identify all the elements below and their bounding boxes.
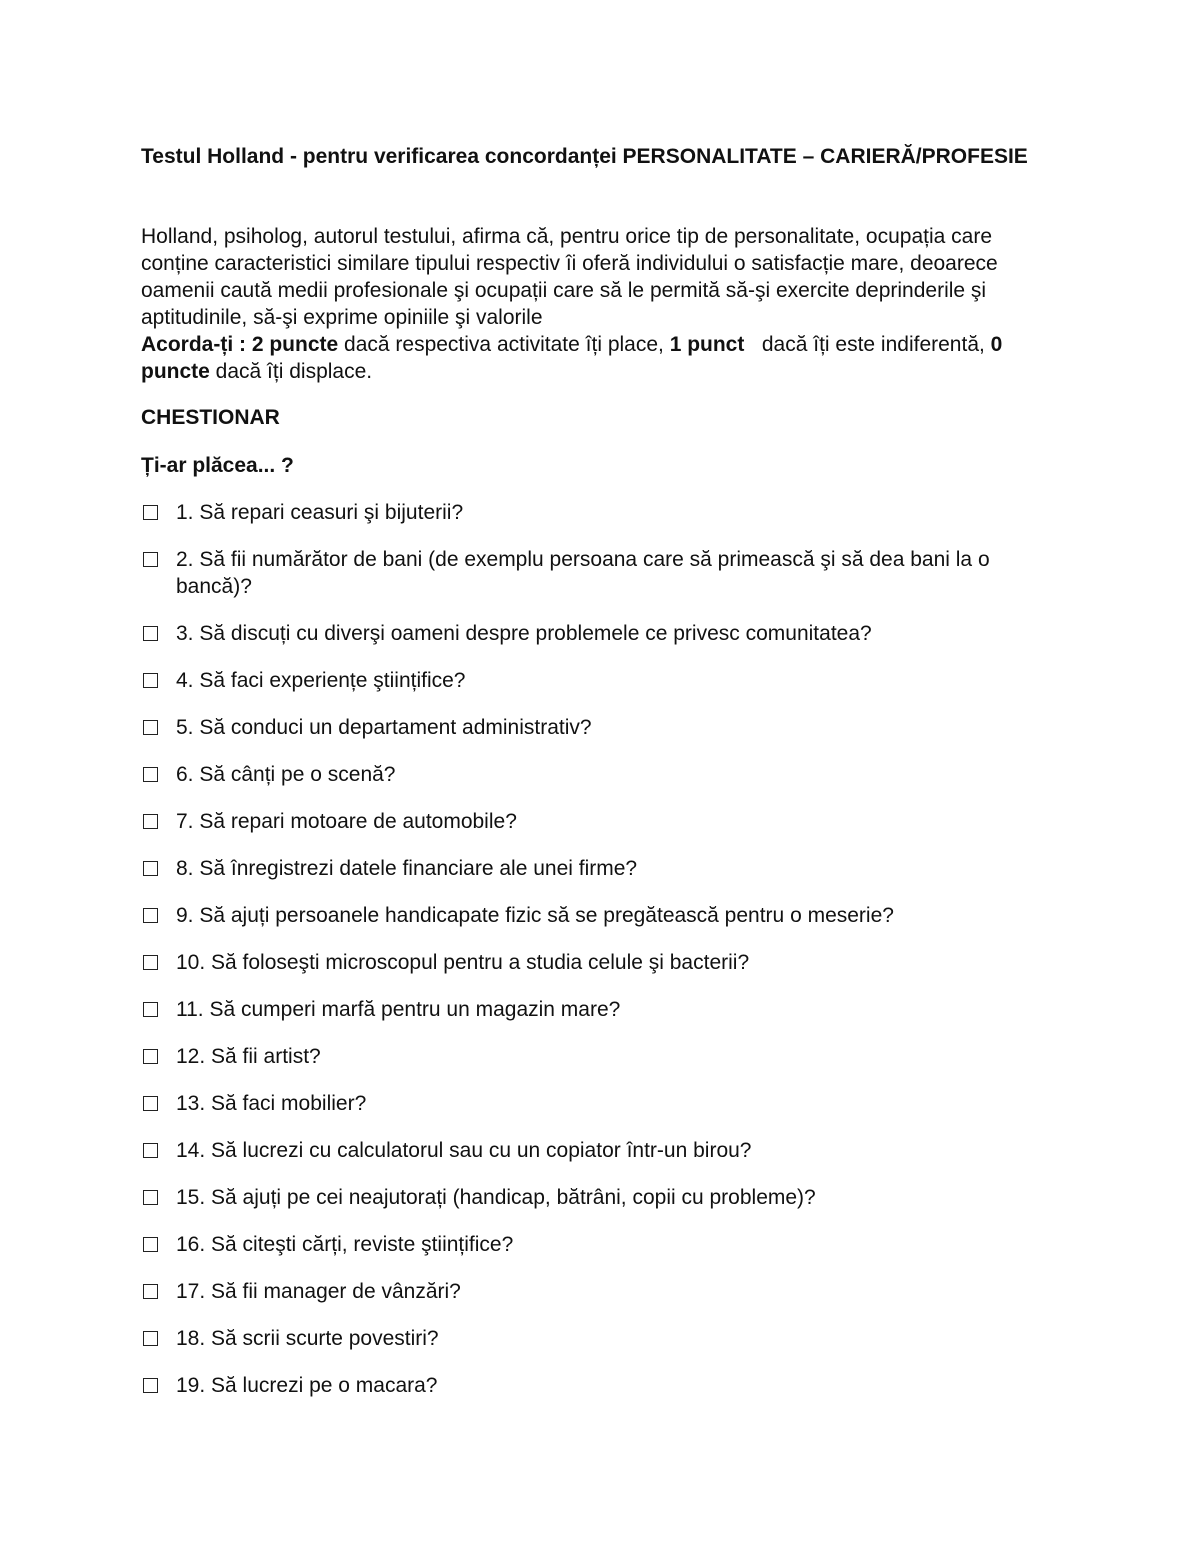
question-checkbox[interactable] bbox=[143, 955, 158, 970]
question-text: 14. Să lucrezi cu calculatorul sau cu un copiator într-un birou? bbox=[176, 1139, 752, 1162]
question-item bbox=[141, 1278, 1061, 1305]
question-item bbox=[141, 996, 1061, 1023]
question-text: 18. Să scrii scurte povestiri? bbox=[176, 1327, 439, 1350]
scoring-part-1: dacă respectiva activitate îți place, bbox=[338, 333, 670, 356]
question-item bbox=[141, 667, 1061, 694]
question-item bbox=[141, 808, 1061, 835]
question-checkbox[interactable] bbox=[143, 814, 158, 829]
question-item bbox=[141, 714, 1061, 741]
question-item bbox=[141, 761, 1061, 788]
question-text: 11. Să cumperi marfă pentru un magazin mare? bbox=[176, 998, 621, 1021]
question-text: 4. Să faci experiențe ştiințifice? bbox=[176, 669, 466, 692]
question-item bbox=[141, 1372, 1061, 1399]
question-checkbox[interactable] bbox=[143, 1331, 158, 1346]
question-item bbox=[141, 1137, 1061, 1164]
question-text: 6. Să cânți pe o scenă? bbox=[176, 763, 396, 786]
question-text: 16. Să citeşti cărți, reviste ştiințifice? bbox=[176, 1233, 514, 1256]
question-item bbox=[141, 499, 1061, 526]
questionnaire-prompt: Ți-ar plăcea... ? bbox=[141, 454, 294, 477]
question-checkbox[interactable] bbox=[143, 1284, 158, 1299]
question-item bbox=[141, 1184, 1061, 1211]
question-item bbox=[141, 620, 1061, 647]
question-item bbox=[141, 902, 1061, 929]
scoring-part-2: dacă îți este indiferentă, bbox=[744, 333, 991, 356]
question-checkbox[interactable] bbox=[143, 720, 158, 735]
question-text: 12. Să fii artist? bbox=[176, 1045, 321, 1068]
question-text: 3. Să discuți cu diverşi oameni despre problemele ce privesc comunitatea? bbox=[176, 622, 872, 645]
question-checkbox[interactable] bbox=[143, 861, 158, 876]
question-text: 1. Să repari ceasuri şi bijuterii? bbox=[176, 501, 464, 524]
intro-text: Holland, psiholog, autorul testului, afirma că, pentru orice tip de personalitate, ocupația care conține caracteristici similare tipului respectiv îi oferă individului o satisfacție mare, deoarece oamenii caută medii profesionale şi ocupații care să le permită să-şi exercite deprinderile şi aptitudinile, să-şi exprime opiniile şi valorile bbox=[141, 225, 998, 329]
question-text: 2. Să fii numărător de bani (de exemplu persoana care să primească şi să dea bani la o bancă)? bbox=[176, 548, 990, 598]
question-text: 13. Să faci mobilier? bbox=[176, 1092, 367, 1115]
question-item bbox=[141, 1043, 1061, 1070]
question-text: 5. Să conduci un departament administrativ? bbox=[176, 716, 592, 739]
question-checkbox[interactable] bbox=[143, 1190, 158, 1205]
question-checkbox[interactable] bbox=[143, 552, 158, 567]
question-text: 8. Să înregistrezi datele financiare ale unei firme? bbox=[176, 857, 638, 880]
question-text: 17. Să fii manager de vânzări? bbox=[176, 1280, 461, 1303]
question-checkbox[interactable] bbox=[143, 1096, 158, 1111]
question-checkbox[interactable] bbox=[143, 626, 158, 641]
scoring-zero-points: 0 puncte bbox=[141, 333, 1003, 383]
question-text: 15. Să ajuți pe cei neajutorați (handicap, bătrâni, copii cu probleme)? bbox=[176, 1186, 816, 1209]
question-checkbox[interactable] bbox=[143, 767, 158, 782]
question-checkbox[interactable] bbox=[143, 1049, 158, 1064]
scoring-lead: Acorda-ți : 2 puncte bbox=[141, 333, 339, 356]
question-item bbox=[141, 1090, 1061, 1117]
question-text: 7. Să repari motoare de automobile? bbox=[176, 810, 517, 833]
question-text: 10. Să foloseşti microscopul pentru a studia celule şi bacterii? bbox=[176, 951, 750, 974]
question-checkbox[interactable] bbox=[143, 1143, 158, 1158]
question-item bbox=[141, 855, 1061, 882]
questionnaire-heading: CHESTIONAR bbox=[141, 406, 280, 429]
question-item bbox=[141, 546, 1061, 600]
question-item bbox=[141, 1231, 1061, 1258]
question-item bbox=[141, 1325, 1061, 1352]
question-checkbox[interactable] bbox=[143, 673, 158, 688]
scoring-part-3: dacă îți displace. bbox=[209, 360, 373, 383]
document-title: Testul Holland - pentru verificarea concordanței PERSONALITATE – CARIERĂ/PROFESIE bbox=[141, 145, 1028, 168]
scoring-one-point: 1 punct bbox=[669, 333, 745, 356]
question-checkbox[interactable] bbox=[143, 505, 158, 520]
question-item bbox=[141, 949, 1061, 976]
question-checkbox[interactable] bbox=[143, 908, 158, 923]
question-text: 19. Să lucrezi pe o macara? bbox=[176, 1374, 438, 1397]
question-checkbox[interactable] bbox=[143, 1237, 158, 1252]
question-text: 9. Să ajuți persoanele handicapate fizic să se pregătească pentru o meserie? bbox=[176, 904, 894, 927]
question-checkbox[interactable] bbox=[143, 1378, 158, 1393]
intro-paragraph bbox=[141, 223, 1061, 385]
question-checkbox[interactable] bbox=[143, 1002, 158, 1017]
